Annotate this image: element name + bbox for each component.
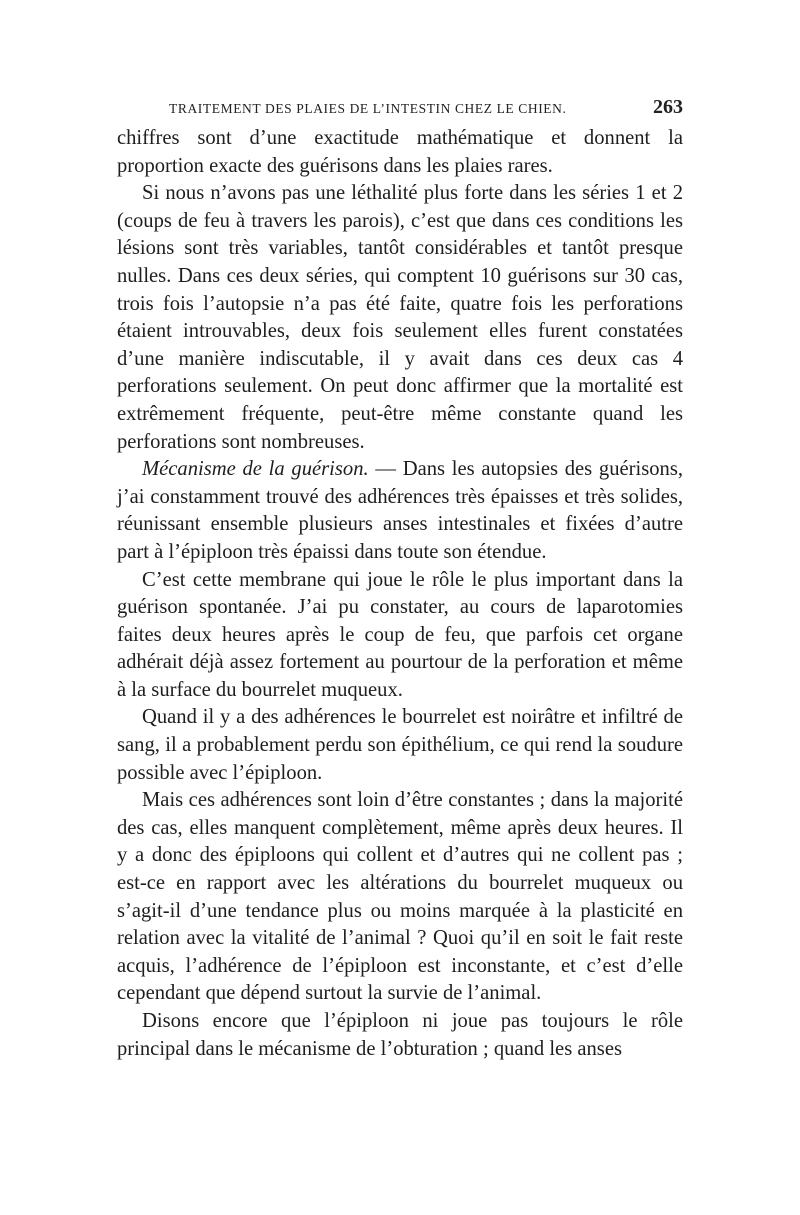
running-head [169,96,683,119]
body-text [117,125,683,1063]
paragraph-7: Disons encore que l’épiploon ni joue pas toujours le rôle principal dans le mécanisme de l’obturation ; quand les anses [117,1010,683,1060]
running-title: TRAITEMENT DES PLAIES DE L’INTESTIN CHEZ LE CHIEN. [169,101,567,116]
paragraph-6: Mais ces adhérences sont loin d’être constantes ; dans la majorité des cas, elles manquent complètement, même après deux heures. Il y a donc des épiploons qui collent et d’autres qui ne collent pas ; est-ce en rapport avec les altérations du bourrelet muqueux ou s’agit-il d’une tendance plus ou moins marquée à la plasticité en relation avec la vitalité de l’animal ? Quoi qu’il en soit le fait reste acquis, l’adhérence de l’épiploon est inconstante, et c’est d’elle cependant que dépend surtout la survie de l’animal. [117,789,683,1005]
book-page [117,96,683,1063]
paragraph-5: Quand il y a des adhérences le bourrelet est noirâtre et infiltré de sang, il a probablement perdu son épithélium, ce qui rend la soudure possible avec l’épiploon. [117,706,683,784]
paragraph-3-text: — Dans les autopsies des guérisons, j’ai constamment trouvé des adhérences très épaisses et très solides, réunissant ensemble plusieurs anses intestinales et fixées d’autre part à l’épiploon très épaissi dans toute son étendue. [117,458,683,563]
paragraph-4: C’est cette membrane qui joue le rôle le plus important dans la guérison spontanée. J’ai pu constater, au cours de laparotomies faites deux heures après le coup de feu, que parfois cet organe adhérait déjà assez fortement au pourtour de la perforation et même à la surface du bourrelet muqueux. [117,568,683,701]
paragraph-1: chiffres sont d’une exactitude mathématique et donnent la proportion exacte des guérisons dans les plaies rares. [117,127,683,177]
page-number: 263 [653,96,683,118]
paragraph-2: Si nous n’avons pas une léthalité plus forte dans les séries 1 et 2 (coups de feu à travers les parois), c’est que dans ces conditions les lésions sont très variables, tantôt considérables et tantôt presque nulles. Dans ces deux séries, qui comptent 10 guérisons sur 30 cas, trois fois l’autopsie n’a pas été faite, quatre fois les perforations étaient introuvables, deux fois seulement elles furent constatées d’une manière indiscutable, il y avait dans ces deux cas 4 perforations seulement. On peut donc affirmer que la mortalité est extrêmement fréquente, peut-être même constante quand les perforations sont nombreuses. [117,182,683,453]
section-title-mecanisme: Mécanisme de la guérison. [142,458,369,481]
paragraph-3 [117,456,683,566]
